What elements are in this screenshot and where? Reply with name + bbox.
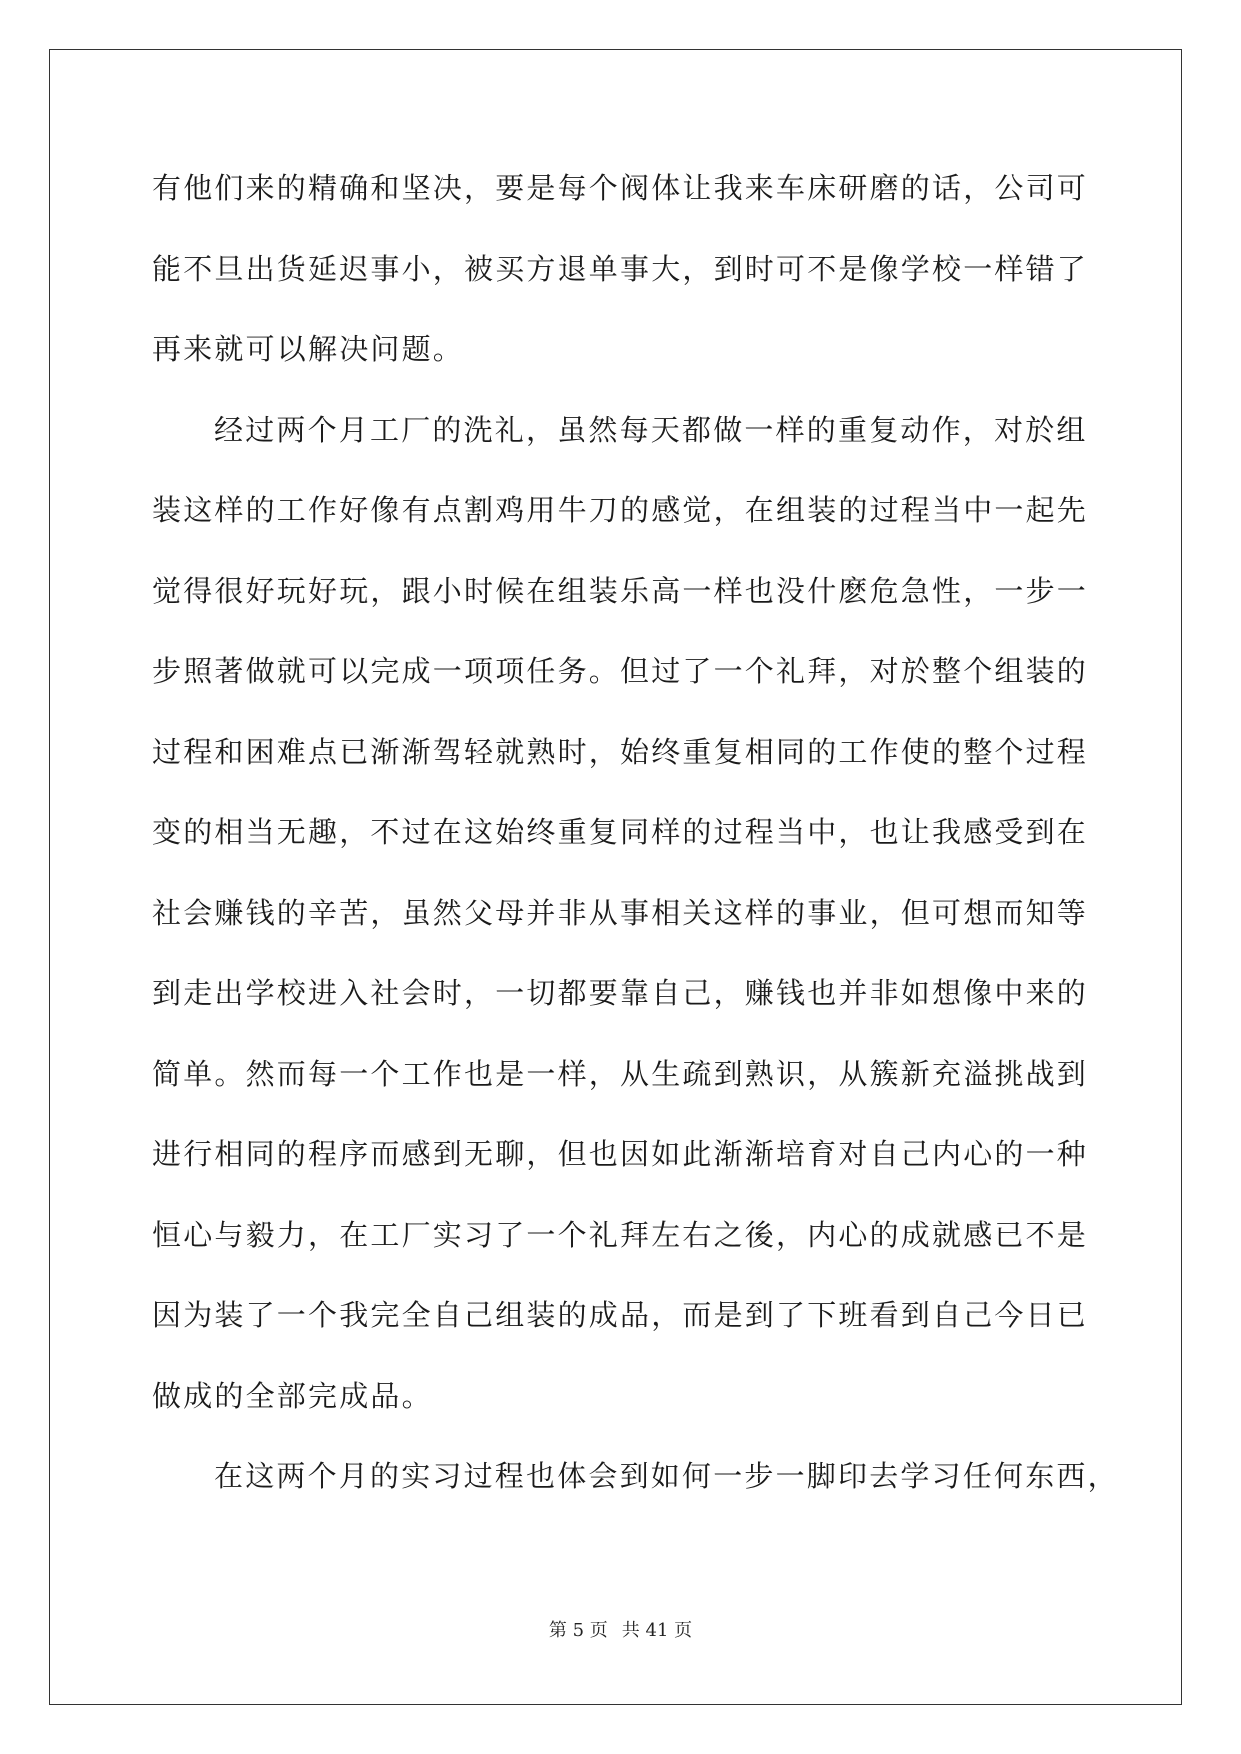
text-line-16: 做成的全部完成品。 xyxy=(152,1378,433,1413)
text-line-13: 进行相同的程序而感到无聊，但也因如此渐渐培育对自己内心的一种 xyxy=(152,1137,1089,1171)
text-line-3: 再来就可以解决问题。 xyxy=(152,332,465,366)
text-line-7: 步照著做就可以完成一项项任务。但过了一个礼拜，对於整个组装的 xyxy=(152,654,1089,688)
page-total: 共 41 页 xyxy=(621,1620,693,1641)
text-line-8: 过程和困难点已渐渐驾轻就熟时，始终重复相同的工作使的整个过程 xyxy=(152,734,1089,769)
text-line-6: 觉得很好玩好玩，跟小时候在组装乐高一样也没什麽危急性，一步一 xyxy=(152,573,1089,608)
text-line-11: 到走出学校进入社会时，一切都要靠自己，赚钱也并非如想像中来的 xyxy=(152,976,1089,1010)
document-body xyxy=(152,158,1119,1527)
text-line-5: 装这样的工作好像有点割鸡用牛刀的感觉，在组装的过程当中一起先 xyxy=(152,493,1089,527)
text-line-4: 经过两个月工厂的洗礼，虽然每天都做一样的重复动作，对於组 xyxy=(214,412,1088,447)
text-line-17: 在这两个月的实习过程也体会到如何一步一脚印去学习任何东西， xyxy=(214,1459,1119,1493)
text-line-9: 变的相当无趣，不过在这始终重复同样的过程当中，也让我感受到在 xyxy=(152,815,1089,849)
text-line-14: 恒心与毅力，在工厂实习了一个礼拜左右之後，内心的成就感已不是 xyxy=(152,1217,1089,1252)
text-line-15: 因为装了一个我完全自己组装的成品，而是到了下班看到自己今日已 xyxy=(152,1298,1089,1332)
text-line-1: 有他们来的精确和坚决，要是每个阀体让我来车床研磨的话，公司可 xyxy=(152,171,1089,205)
text-line-2: 能不旦出货延迟事小，被买方退单事大，到时可不是像学校一样错了 xyxy=(152,251,1089,286)
page-number: 第 5 页 xyxy=(548,1620,608,1641)
text-line-12: 简单。然而每一个工作也是一样，从生疏到熟识，从簇新充溢挑战到 xyxy=(152,1056,1089,1091)
text-line-10: 社会赚钱的辛苦，虽然父母并非从事相关这样的事业，但可想而知等 xyxy=(152,895,1089,930)
page-footer xyxy=(0,1616,1241,1642)
